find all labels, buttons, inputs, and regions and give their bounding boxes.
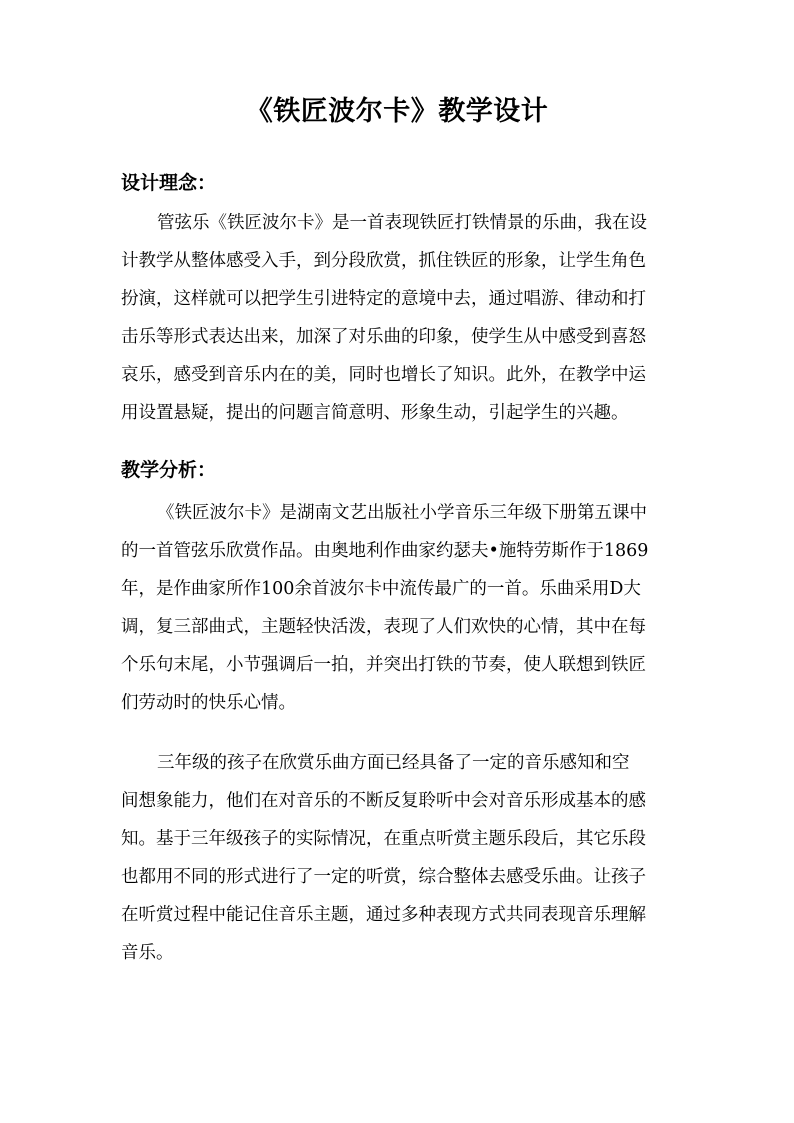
paragraph-line: 哀乐，感受到音乐内在的美，同时也增长了知识。此外，在教学中运 xyxy=(121,365,646,385)
paragraph-line: 管弦乐《铁匠波尔卡》是一首表现铁匠打铁情景的乐曲，我在设 xyxy=(157,213,647,233)
paragraph-line: 三年级的孩子在欣赏乐曲方面已经具备了一定的音乐感知和空 xyxy=(157,753,630,773)
paragraph-line: 也都用不同的形式进行了一定的听赏，综合整体去感受乐曲。让孩子 xyxy=(121,867,646,887)
paragraph-line: 击乐等形式表达出来，加深了对乐曲的印象，使学生从中感受到喜怒 xyxy=(121,327,646,347)
paragraph-line: 用设置悬疑，提出的问题言简意明、形象生动，引起学生的兴趣。 xyxy=(121,403,629,423)
paragraph-line: 调，复三部曲式，主题轻快活泼，表现了人们欢快的心情，其中在每 xyxy=(121,617,646,637)
paragraph-line: 们劳动时的快乐心情。 xyxy=(121,693,296,713)
teaching-analysis-paragraph-2 xyxy=(121,744,677,972)
paragraph-line: 年，是作曲家所作100余首波尔卡中流传最广的一首。乐曲采用D大 xyxy=(121,579,641,599)
paragraph-line: 《铁匠波尔卡》是湖南文艺出版社小学音乐三年级下册第五课中 xyxy=(157,503,647,523)
document-title: 《铁匠波尔卡》教学设计 xyxy=(245,96,549,127)
paragraph-line: 计教学从整体感受入手，到分段欣赏，抓住铁匠的形象，让学生角色 xyxy=(121,251,646,271)
paragraph-line: 间想象能力，他们在对音乐的不断反复聆听中会对音乐形成基本的感 xyxy=(121,791,646,811)
paragraph-line: 的一首管弦乐欣赏作品。由奥地利作曲家约瑟夫•施特劳斯作于1869 xyxy=(121,541,649,561)
teaching-analysis-paragraph-1 xyxy=(121,494,677,722)
design-concept-paragraph xyxy=(121,204,677,432)
paragraph-line: 音乐。 xyxy=(121,943,174,963)
paragraph-line: 扮演，这样就可以把学生引进特定的意境中去，通过唱游、律动和打 xyxy=(121,289,646,309)
paragraph-line: 个乐句末尾，小节强调后一拍，并突出打铁的节奏，使人联想到铁匠 xyxy=(121,655,646,675)
paragraph-line: 知。基于三年级孩子的实际情况，在重点听赏主题乐段后，其它乐段 xyxy=(121,829,646,849)
section-heading-design-concept: 设计理念： xyxy=(121,172,217,194)
section-heading-teaching-analysis: 教学分析： xyxy=(121,459,217,481)
paragraph-line: 在听赏过程中能记住音乐主题，通过多种表现方式共同表现音乐理解 xyxy=(121,905,646,925)
